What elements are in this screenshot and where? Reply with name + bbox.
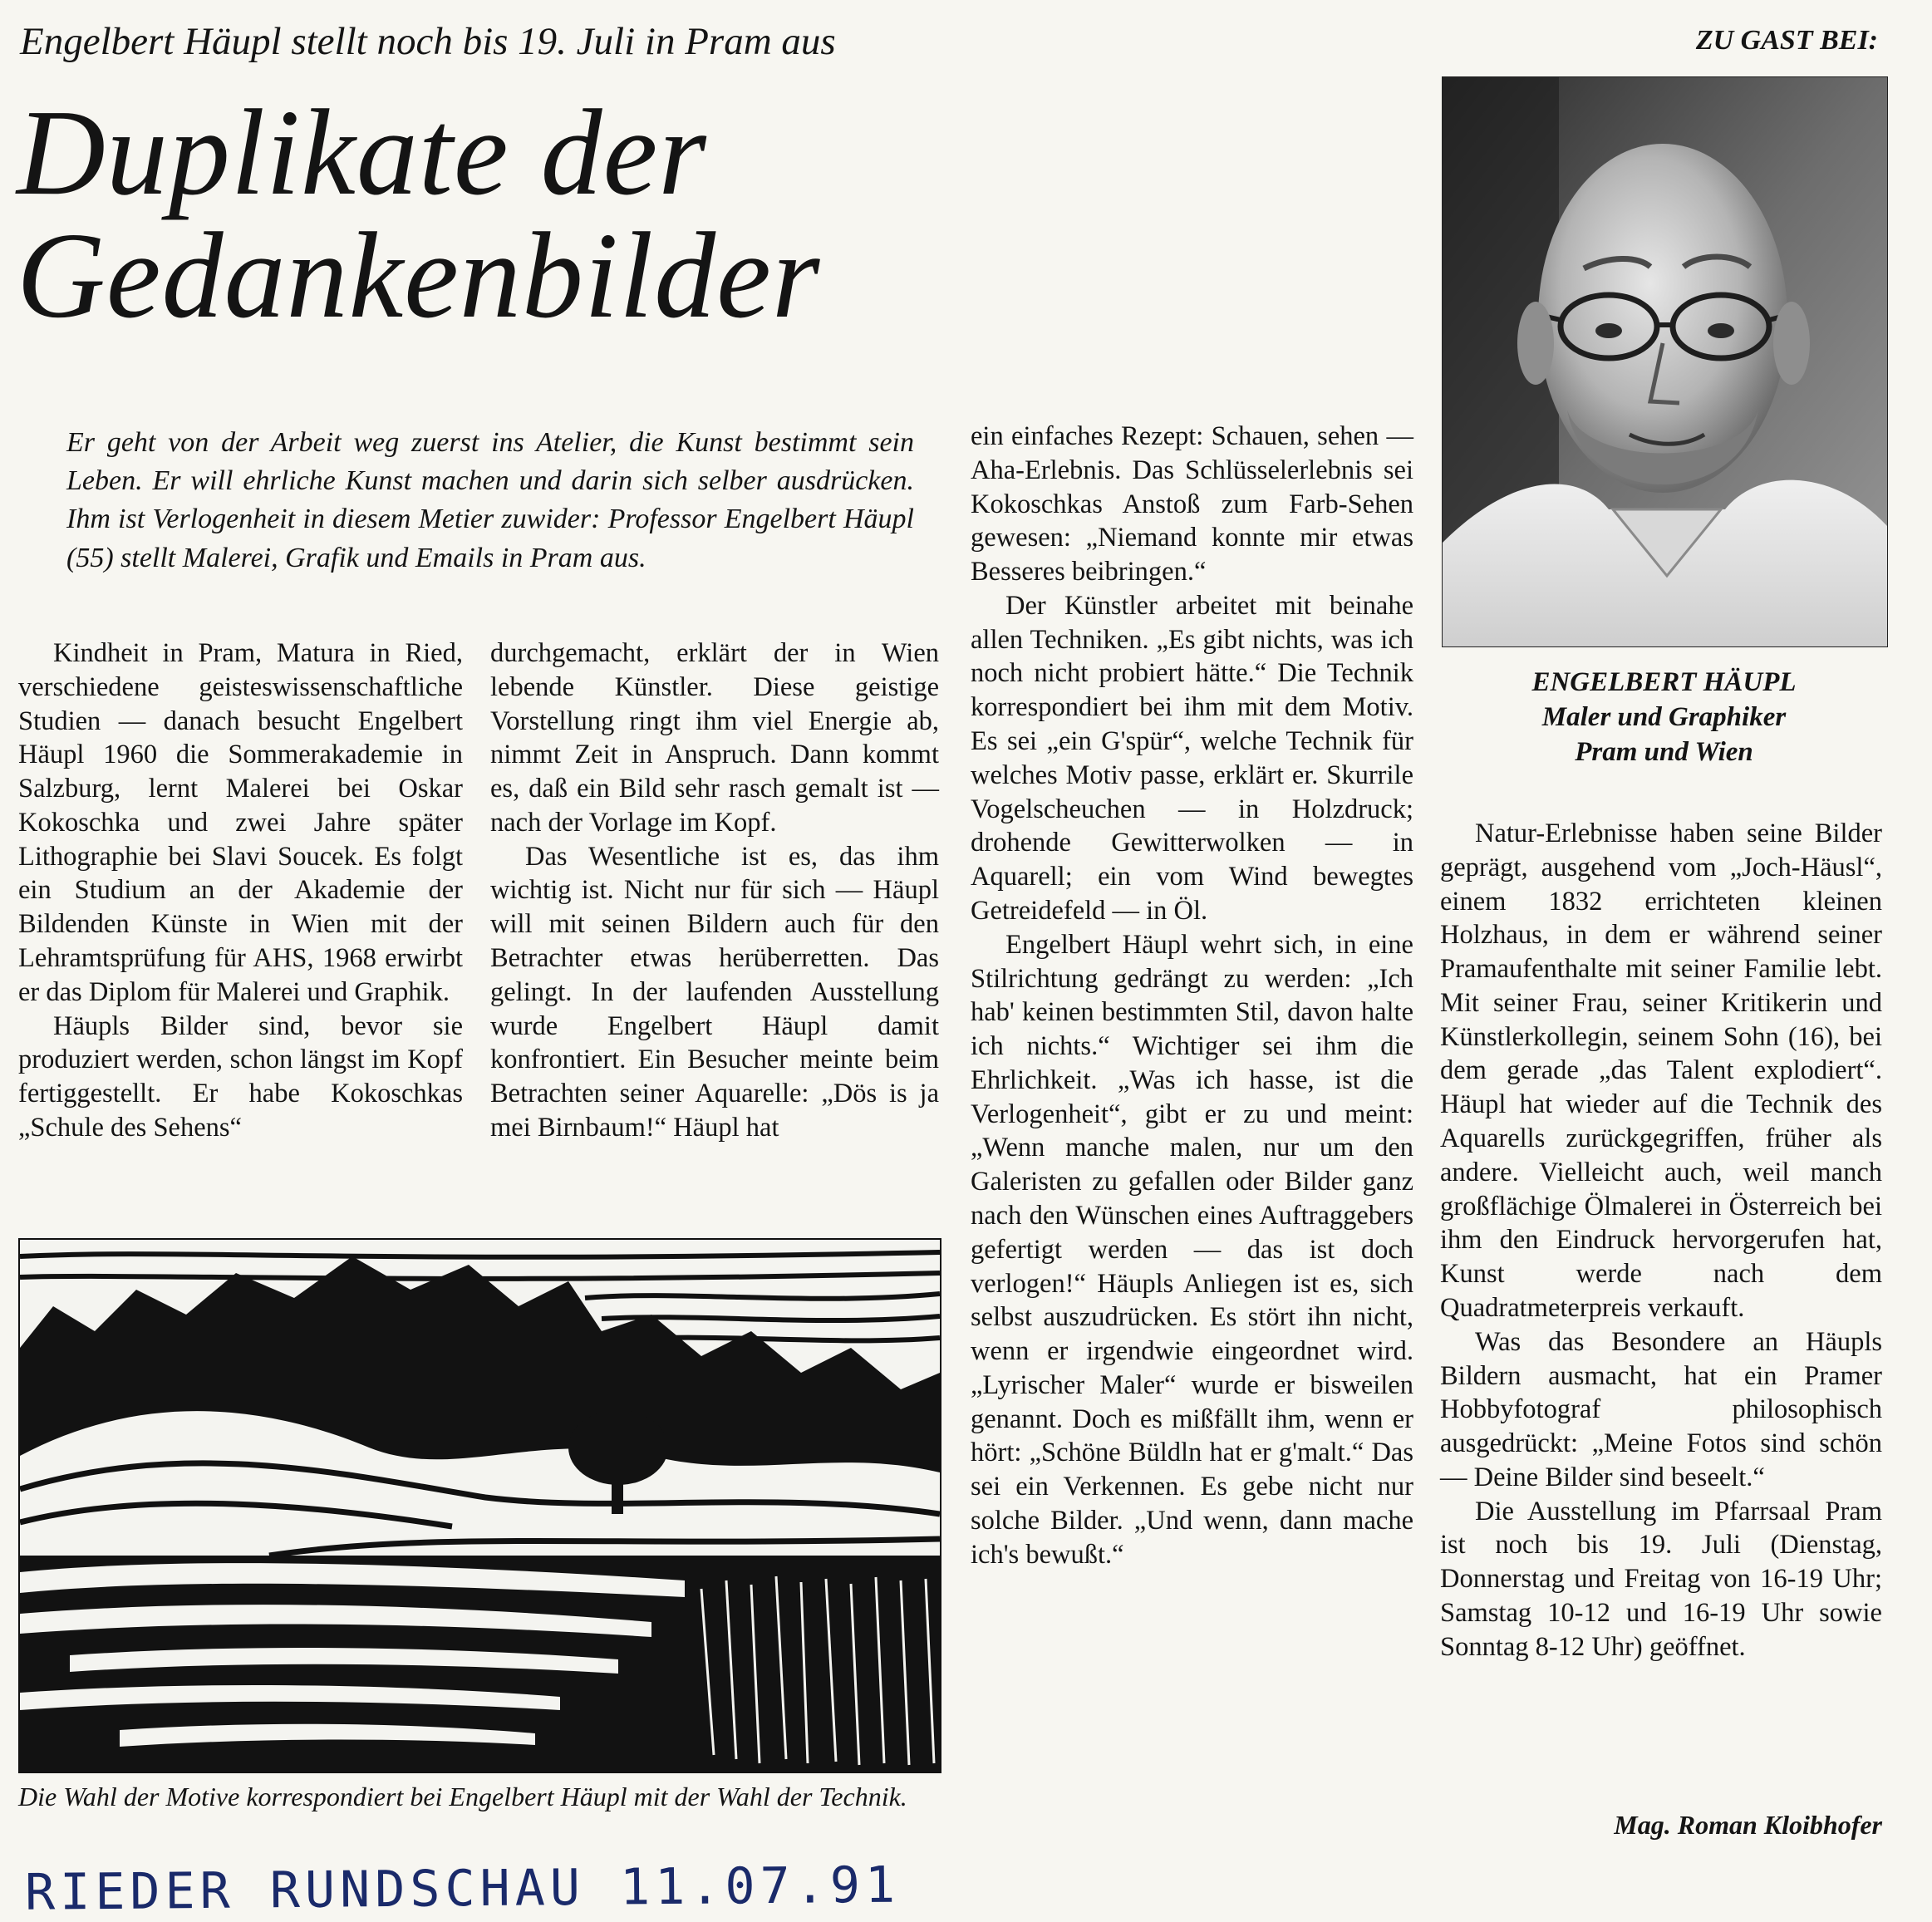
article-column-3 xyxy=(971,420,1413,1572)
paragraph: ein einfaches Rezept: Schauen, sehen — Aha-Erlebnis. Das Schlüsselerlebnis sei Kokoschkas Anstoß zum Farb-Sehen gewesen: „Niemand konnte mir etwas Besseres beibringen.“ xyxy=(971,421,1413,587)
paragraph: Häupls Bilder sind, bevor sie produziert werden, schon längst im Kopf fertiggestellt. Er habe Kokoschkas „Schule des Sehens“ xyxy=(18,1010,463,1143)
headline xyxy=(17,85,1089,344)
paragraph: Der Künstler arbeitet mit beinahe allen Techniken. „Es gibt nichts, was ich noch nicht probiert hätte.“ Die Technik korrespondiert bei ihm mit dem Motiv. Es sei „ein G'spür“, welche Technik für welches Motiv passe, erklärt er. Skurrile Vogelscheuchen — in Holzdruck; drohende Gewitterwolken — in Aquarell; ein vom Wind bewegtes Getreidefeld — in Öl. xyxy=(971,590,1413,926)
author-byline: Mag. Roman Kloibhofer xyxy=(1614,1810,1882,1840)
photo-caption xyxy=(1442,665,1886,770)
handwritten-source-note: RIEDER RUNDSCHAU 11.07.91 xyxy=(24,1856,901,1922)
paragraph: Kindheit in Pram, Matura in Ried, verschiedene geisteswissenschaftliche Studien — danach besucht Engelbert Häupl 1960 die Sommerakademie in Salzburg, lernt Malerei bei Oskar Kokoschka und zwei Jahre später Lithographie bei Slavi Soucek. Es folgt ein Studium an der Akademie der Bildenden Künste in Wien mit der Lehramtsprüfung für AHS, 1968 erwirbt er das Diplom für Malerei und Graphik. xyxy=(18,638,463,1007)
woodcut-landscape-image xyxy=(18,1238,941,1773)
paragraph: Natur-Erlebnisse haben seine Bilder geprägt, ausgehend vom „Joch-Häusl“, einem 1832 errichteten kleinen Holzhaus, in dem er während seiner Pramaufenthalte mit seiner Familie lebt. Mit seiner Frau, seiner Kritikerin und Künstlerkollegin, seinem Sohn (16), bei dem gerade „das Talent explodiert“. Häupl hat wieder auf die Technik des Aquarells zurückgegriffen, früher als andere. Vielleicht auch, weil manch großflächige Ölmalerei in Österreich bei ihm den Eindruck hervorgerufen hat, Kunst werde nach dem Quadratmeterpreis verkauft. xyxy=(1440,818,1882,1323)
paragraph: Engelbert Häupl wehrt sich, in eine Stilrichtung gedrängt zu werden: „Ich hab' keinen bestimmten Stil, davon halte ich nichts.“ Wichtiger sei ihm die Ehrlichkeit. „Was ich hasse, ist die Verlogenheit“, gibt er zu und meint: „Wenn manche malen, nur um den Galeristen zu gefallen oder Bilder ganz nach den Wünschen eines Auftraggebers gefertigt werden — das ist doch verlogen!“ Häupls Anliegen ist es, sich selbst auszudrücken. Es stört ihn nicht, wenn er irgendwie eingeordnet wird. „Lyrischer Maler“ wurde er bisweilen genannt. Doch es mißfällt ihm, wenn er hört: „Schöne Büldln hat er g'malt.“ Das sei ein Verkennen. Es gebe nicht nur solche Bilder. „Und wenn, dann mache ich's bewußt.“ xyxy=(971,929,1413,1570)
section-label: ZU GAST BEI: xyxy=(1695,25,1878,56)
woodcut-caption: Die Wahl der Motive korrespondiert bei Engelbert Häupl mit der Wahl der Technik. xyxy=(18,1782,907,1811)
portrait-photo xyxy=(1442,76,1888,647)
paragraph: Was das Besondere an Häupls Bildern ausmacht, hat ein Pramer Hobbyfotograf philosophisch ausgedrückt: „Meine Fotos sind schön — Deine Bilder sind beseelt.“ xyxy=(1440,1326,1882,1492)
article-column-4 xyxy=(1440,817,1882,1664)
photo-caption-role: Maler und Graphiker xyxy=(1541,702,1787,733)
lead-paragraph: Er geht von der Arbeit weg zuerst ins Atelier, die Kunst bestimmt sein Leben. Er will ehrliche Kunst machen und darin sich selber ausdrücken. Ihm ist Verlogenheit in diesem Metier zuwider: Professor Engelbert Häupl (55) stellt Malerei, Grafik und Emails in Pram aus. xyxy=(66,427,914,573)
kicker: Engelbert Häupl stellt noch bis 19. Juli in Pram aus xyxy=(20,20,836,63)
woodcut-illustration xyxy=(20,1240,940,1772)
article-column-1 xyxy=(18,637,463,1145)
paragraph: Das Wesentliche ist es, das ihm wichtig ist. Nicht nur für sich — Häupl will mit seinen Bildern auch für den Betrachter etwas herüberretten. Das gelingt. In der laufenden Ausstellung wurde Engelbert Häupl damit konfrontiert. Ein Besucher meinte beim Betrachten seiner Aquarelle: „Dös is ja mei Birnbaum!“ Häupl hat xyxy=(490,841,939,1143)
portrait-illustration xyxy=(1443,77,1887,646)
headline-line-2: Gedankenbilder xyxy=(17,208,821,344)
photo-caption-place: Pram und Wien xyxy=(1575,737,1753,768)
paragraph: Die Ausstellung im Pfarrsaal Pram ist noch bis 19. Juli (Dienstag, Donnerstag und Freitag von 16-19 Uhr; Samstag 10-12 und 16-19 Uhr sowie Sonntag 8-12 Uhr) geöffnet. xyxy=(1440,1496,1882,1662)
article-column-2 xyxy=(490,637,939,1145)
headline-line-1: Duplikate der xyxy=(17,85,707,221)
photo-caption-name: ENGELBERT HÄUPL xyxy=(1531,667,1797,697)
paragraph: durchgemacht, erklärt der in Wien lebende Künstler. Diese geistige Vorstellung ringt ihm viel Energie ab, nimmt Zeit in Anspruch. Dann kommt es, daß ein Bild sehr rasch gemalt ist — nach der Vorlage im Kopf. xyxy=(490,638,939,838)
